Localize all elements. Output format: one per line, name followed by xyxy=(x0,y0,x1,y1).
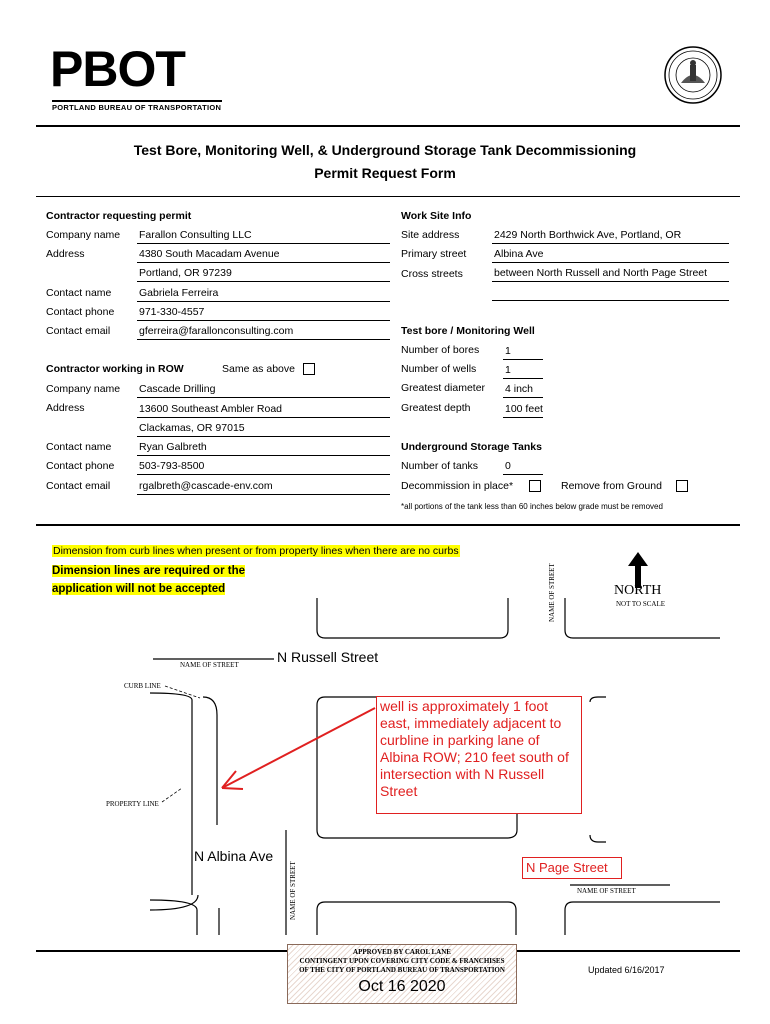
stamp-date: Oct 16 2020 xyxy=(358,978,446,995)
diameter-field[interactable]: 4 inch xyxy=(503,382,543,398)
pbot-logo: PBOT xyxy=(50,41,185,97)
contact-name-label: Contact name xyxy=(46,287,112,299)
row-contact-email-label: Contact email xyxy=(46,480,111,492)
updated-date: Updated 6/16/2017 xyxy=(588,965,665,975)
contact-phone-field[interactable]: 971-330-4557 xyxy=(137,305,390,321)
contact-email-field[interactable]: gferreira@farallonconsulting.com xyxy=(137,324,390,340)
stamp-line1: APPROVED BY CAROL LANE xyxy=(353,948,451,956)
row-address-label: Address xyxy=(46,402,85,414)
row-address-line1-field[interactable]: 13600 Southeast Ambler Road xyxy=(137,402,390,418)
same-as-above-checkbox[interactable] xyxy=(303,363,315,375)
name-of-street-label-page: NAME OF STREET xyxy=(577,887,636,895)
row-contact-name-field[interactable]: Ryan Galbreth xyxy=(137,440,390,456)
depth-label: Greatest depth xyxy=(401,402,471,414)
dimension-note: Dimension from curb lines when present or from property lines when there are no curbs xyxy=(53,545,459,557)
section-ust: Underground Storage Tanks xyxy=(401,441,542,453)
row-contact-name-label: Contact name xyxy=(46,441,112,453)
cross-streets-field[interactable]: between North Russell and North Page Street xyxy=(492,266,729,282)
north-label: NORTH xyxy=(614,583,662,598)
row-address-line2-field[interactable]: Clackamas, OR 97015 xyxy=(137,421,390,437)
decommission-label: Decommission in place* xyxy=(401,480,514,492)
required-note-line1: Dimension lines are required or the xyxy=(52,565,245,577)
tanks-field[interactable]: 0 xyxy=(503,459,543,475)
decommission-checkbox[interactable] xyxy=(529,480,541,492)
name-of-street-label-top: NAME OF STREET xyxy=(548,563,556,622)
title-rule xyxy=(36,196,740,197)
site-address-label: Site address xyxy=(401,229,460,241)
company-name-label: Company name xyxy=(46,229,121,241)
required-note-line2: application will not be accepted xyxy=(52,583,226,595)
stamp-line3: OF THE CITY OF PORTLAND BUREAU OF TRANSPORTATION xyxy=(299,966,505,974)
cross-streets-label: Cross streets xyxy=(401,268,463,280)
approval-stamp xyxy=(287,944,517,1004)
section-contractor-requesting: Contractor requesting permit xyxy=(46,210,192,222)
site-address-field[interactable]: 2429 North Borthwick Ave, Portland, OR xyxy=(492,228,729,244)
header-rule xyxy=(36,125,740,127)
address-line1-field[interactable]: 4380 South Macadam Avenue xyxy=(137,247,390,263)
tanks-label: Number of tanks xyxy=(401,460,479,472)
primary-street-field[interactable]: Albina Ave xyxy=(492,247,729,263)
street-label-page: N Page Street xyxy=(522,857,622,879)
row-contact-phone-field[interactable]: 503-793-8500 xyxy=(137,459,390,475)
contact-name-field[interactable]: Gabriela Ferreira xyxy=(137,286,390,302)
row-company-name-label: Company name xyxy=(46,383,121,395)
wells-field[interactable]: 1 xyxy=(503,363,543,379)
not-to-scale-label: NOT TO SCALE xyxy=(616,600,666,608)
same-as-above-label: Same as above xyxy=(222,363,295,375)
city-seal-icon xyxy=(663,45,723,105)
section-test-bore: Test bore / Monitoring Well xyxy=(401,325,535,337)
page-title: Test Bore, Monitoring Well, & Underground Storage Tank Decommissioning xyxy=(133,142,637,158)
bores-label: Number of bores xyxy=(401,344,480,356)
row-contact-phone-label: Contact phone xyxy=(46,460,115,472)
page-subtitle: Permit Request Form xyxy=(314,165,456,181)
well-location-annotation: well is approximately 1 foot east, immediately adjacent to curbline in parking lane of Albina ROW; 210 feet south of intersection with N Russell Street xyxy=(376,696,582,814)
name-of-street-label-albina: NAME OF STREET xyxy=(289,861,297,920)
cross-streets-field-2[interactable] xyxy=(492,285,729,301)
address-line2-field[interactable]: Portland, OR 97239 xyxy=(137,266,390,282)
depth-field[interactable]: 100 feet xyxy=(503,402,543,418)
remove-label: Remove from Ground xyxy=(561,480,662,492)
logo-rule xyxy=(52,100,222,102)
contact-phone-label: Contact phone xyxy=(46,306,115,318)
row-contact-email-field[interactable]: rgalbreth@cascade-env.com xyxy=(137,479,390,495)
section-rule xyxy=(36,524,740,526)
row-company-name-field[interactable]: Cascade Drilling xyxy=(137,382,390,398)
property-line-label: PROPERTY LINE xyxy=(106,800,159,808)
company-name-field[interactable]: Farallon Consulting LLC xyxy=(137,228,390,244)
street-label-albina: N Albina Ave xyxy=(194,848,274,864)
remove-checkbox[interactable] xyxy=(676,480,688,492)
address-label: Address xyxy=(46,248,85,260)
logo-subtitle: PORTLAND BUREAU OF TRANSPORTATION xyxy=(52,103,222,112)
primary-street-label: Primary street xyxy=(401,248,467,260)
curb-line-label: CURB LINE xyxy=(124,682,161,690)
street-label-russell: N Russell Street xyxy=(277,649,379,665)
contact-email-label: Contact email xyxy=(46,325,111,337)
diameter-label: Greatest diameter xyxy=(401,382,486,394)
bores-field[interactable]: 1 xyxy=(503,344,543,360)
wells-label: Number of wells xyxy=(401,363,477,375)
ust-footnote: *all portions of the tank less than 60 inches below grade must be removed xyxy=(401,502,663,511)
section-contractor-row: Contractor working in ROW xyxy=(46,363,184,375)
stamp-line2: CONTINGENT UPON COVERING CITY CODE & FRANCHISES xyxy=(299,957,505,965)
name-of-street-label-russell: NAME OF STREET xyxy=(180,661,239,669)
section-work-site: Work Site Info xyxy=(401,210,472,222)
